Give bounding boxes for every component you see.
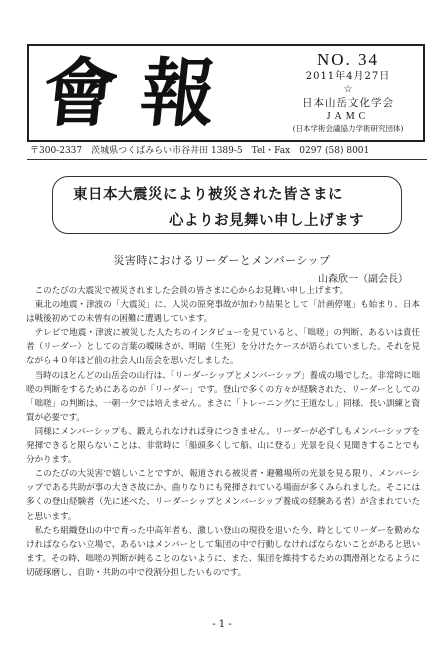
issue-date: 2011年4月27日 (305, 71, 391, 82)
article-byline: 山森欣一（副会長） (318, 274, 408, 285)
newsletter-logo: 會報 (38, 51, 244, 137)
issue-number: NO. 34 (316, 50, 380, 69)
masthead (27, 44, 425, 142)
page-number: - 1 - (212, 619, 232, 630)
article-paragraph: このたびの大震災で被災されました会員の皆さまに心からお見舞い申し上げます。 (34, 286, 349, 296)
issue-info (279, 50, 417, 135)
article-paragraph: 東北の地震・津波の「大震災」に、人災の原発事故が加わり結果として「計画停電」も始まり、日本は戦後初めての未曾有の困難に遭遇しています。 (26, 300, 420, 325)
article-paragraph: 同様にメンバーシップも、鍛えられなければ身につきません。リーダーが必ずしもメンバーシップを発揮できると限らないことは、非常時に「船頭多くして船、山に登る」光景を良く見聞きすることでも分かります。 (26, 426, 420, 466)
affiliation-note: (日本学術会議協力学術研究団体) (292, 124, 404, 133)
contact-address: 〒300-2337 茨城県つくばみらい市谷井田 1389-5 Tel・Fax 0297 (58) 8001 (30, 146, 370, 156)
condolence-line-2: 心よりお見舞い申し上げます (169, 212, 364, 229)
article-paragraph: 当時のほとんどの山岳会の山行は、「リーダーシップとメンバーシップ」養成の場でした。非常時に咄嗟の判断をするためにあるのが「リーダー」です。登山で多くの方々が経験された、リーダーとしての「咄嗟」の判断は、一朝一夕では培えません。まさに「トレーニングに王道なし」同様、長い訓練と資質が必要です。 (26, 370, 420, 423)
condolence-box (52, 176, 402, 234)
article-paragraph: テレビで地震・津波に被災した人たちのインタビューを見ていると、「咄嗟」の判断、あるいは責任者（リーダー）としての言葉の曖昧さが、明暗（生死）を分けたケースが語られていました。それを見ながら４０年ほど前の社会人山岳会を思いだしました。 (26, 328, 420, 367)
condolence-line-1: 東日本大震災により被災された皆さまに (73, 186, 343, 203)
article-title: 災害時におけるリーダーとメンバーシップ (113, 254, 331, 267)
article-paragraph: 私たち組織登山の中で育った中高年者も、激しい登山の現役を退いた今、時としてリーダーを勤めなければならない立場で、あるいはメンバーとして集団の中で行動しなければならないことがあると思います。その時、咄嗟の判断が鈍ることのないように、また、集団を維持するための潤滑剤となるように切磋琢磨し、自助・共助の中で役割分担したいものです。 (26, 525, 420, 578)
header-divider (27, 159, 427, 160)
star-icon: ☆ (343, 84, 353, 95)
article-paragraph: このたびの大災害で嬉しいことですが、報道される被災者・避難場所の光景を見る限り、メンバーシップである共助が事の大きさ故にか、曲りなりにも発揮されている場面が多くみられました。そこには多くの登山経験者（先に述べた、リーダーシップとメンバーシップ養成の経験ある者）が含まれていたと思います。 (26, 469, 420, 522)
organization-name: 日本山岳文化学会 (302, 97, 394, 109)
article-body (26, 284, 420, 580)
organization-abbreviation: JAMC (326, 111, 370, 122)
